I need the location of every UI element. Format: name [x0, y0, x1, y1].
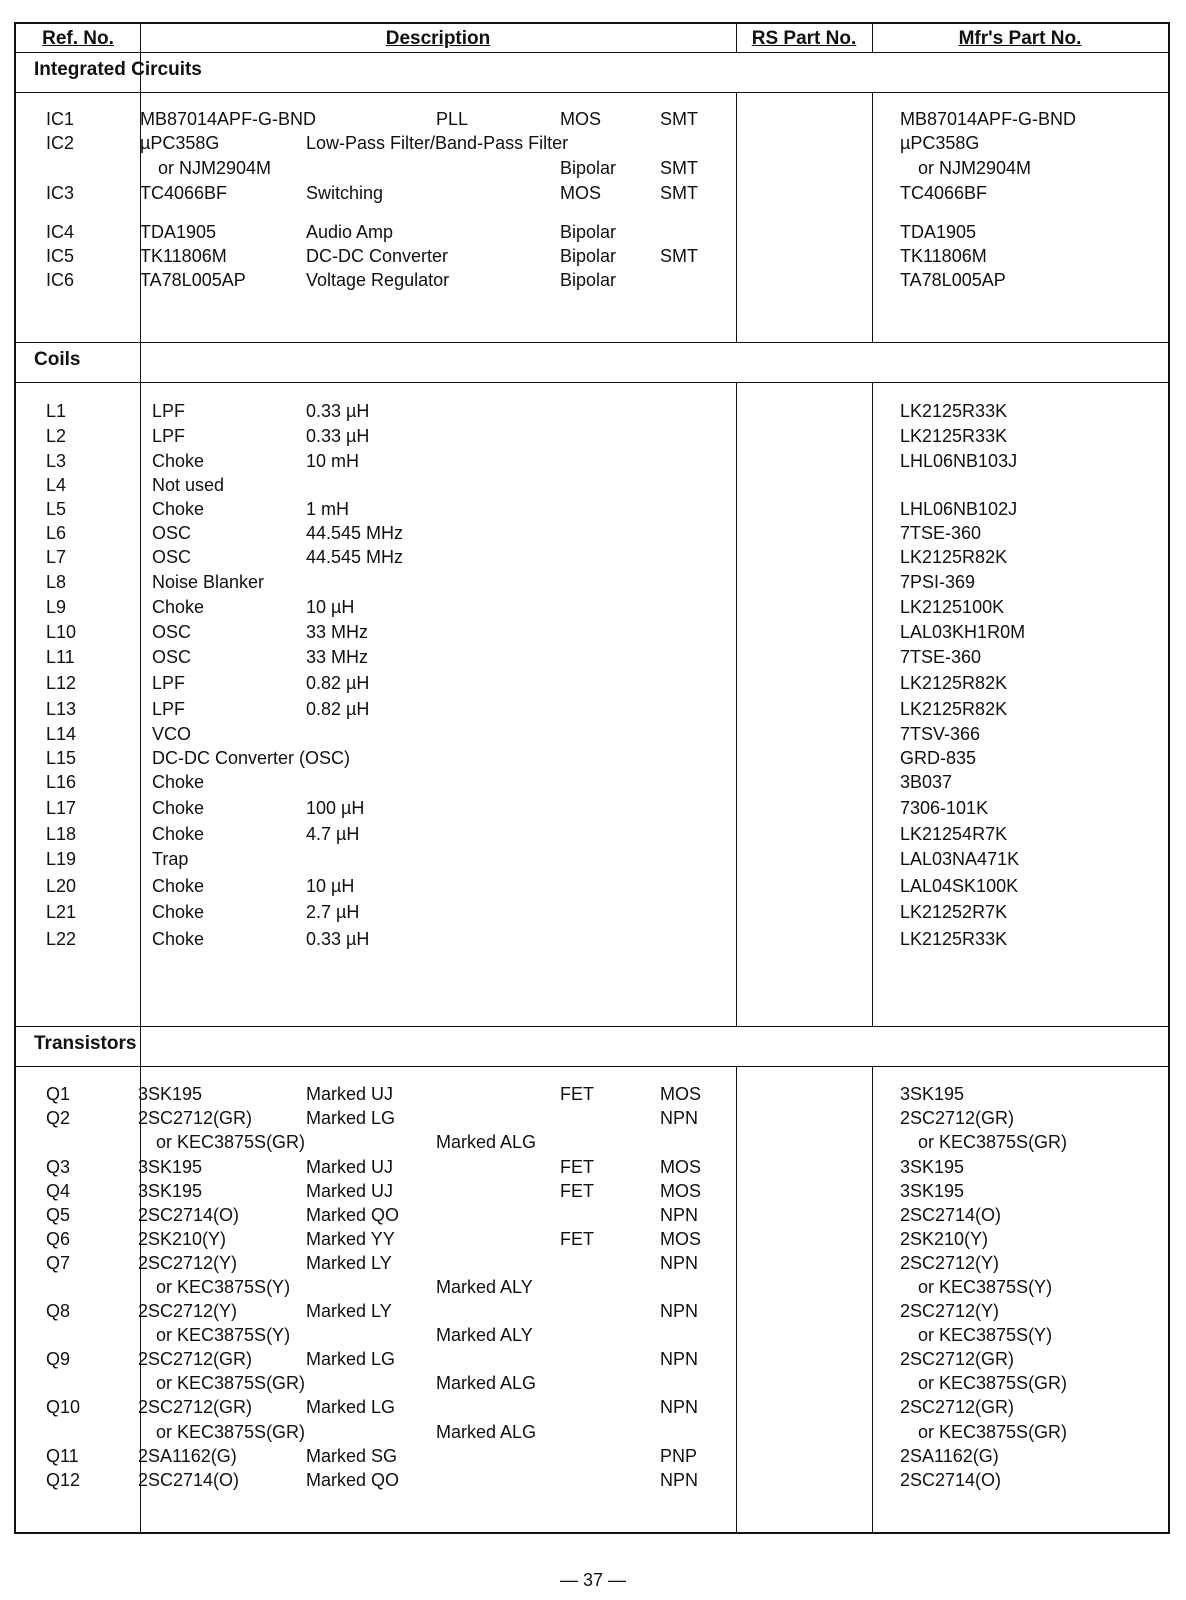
ref-cell: Q5	[46, 1205, 71, 1225]
part-cell: LPF	[152, 699, 186, 719]
parts-table	[14, 22, 1170, 1534]
section-integrated-circuits: Integrated Circuits	[34, 59, 202, 80]
mfr-part-cell: TDA1905	[900, 222, 977, 242]
ref-cell: L6	[46, 523, 67, 543]
header-description: Description	[385, 28, 491, 49]
part-cell: TK11806M	[140, 246, 227, 266]
part-cell: 2SC2712(GR)	[138, 1349, 253, 1369]
value-cell: 10 µH	[306, 876, 355, 896]
mfr-part-cell: LAL03KH1R0M	[900, 622, 1026, 642]
ref-cell: IC4	[46, 222, 75, 242]
marking-cell: Marked LG	[306, 1349, 396, 1369]
ref-cell: L3	[46, 451, 67, 471]
mfr-part-cell: LHL06NB102J	[900, 499, 1018, 519]
ref-cell: Q7	[46, 1253, 71, 1273]
function-cell: Switching	[306, 183, 384, 203]
marking-cell: Marked UJ	[306, 1181, 394, 1201]
ref-cell: L1	[46, 401, 67, 421]
mfr-part-cell: LAL03NA471K	[900, 849, 1020, 869]
mfr-part-cell: LHL06NB103J	[900, 451, 1018, 471]
mfr-part-cell: LK2125R82K	[900, 673, 1008, 693]
part-cell: Choke	[152, 798, 205, 818]
table-row	[16, 424, 1168, 448]
mfr-part-cell: 2SC2712(Y)	[900, 1253, 1000, 1273]
value-cell: 2.7 µH	[306, 902, 360, 922]
part-cell: Choke	[152, 929, 205, 949]
table-row	[16, 796, 1168, 820]
part-cell: Trap	[152, 849, 189, 869]
alt-marking-cell: Marked ALG	[436, 1422, 537, 1442]
table-row	[16, 545, 1168, 569]
ref-cell: L22	[46, 929, 77, 949]
table-row	[16, 107, 1168, 131]
value-cell: 10 µH	[306, 597, 355, 617]
marking-cell: Marked QO	[306, 1470, 400, 1490]
table-row	[16, 1468, 1168, 1492]
ref-cell: L13	[46, 699, 77, 719]
table-row	[16, 927, 1168, 951]
ref-cell: L20	[46, 876, 77, 896]
part-cell: 2SK210(Y)	[138, 1229, 227, 1249]
table-row	[16, 1323, 1168, 1347]
type-cell: Bipolar	[560, 222, 617, 242]
class-cell: NPN	[660, 1349, 699, 1369]
class-cell: NPN	[660, 1397, 699, 1417]
table-row	[16, 449, 1168, 473]
marking-cell: Marked LY	[306, 1301, 392, 1321]
mfr-part-cell: or KEC3875S(Y)	[918, 1277, 1053, 1297]
table-row	[16, 874, 1168, 898]
marking-cell: Marked LG	[306, 1397, 396, 1417]
ref-cell: L17	[46, 798, 77, 818]
class-cell: NPN	[660, 1301, 699, 1321]
ref-cell: L16	[46, 772, 77, 792]
mfr-part-cell: or NJM2904M	[918, 158, 1032, 178]
mfr-part-cell: LK21254R7K	[900, 824, 1008, 844]
part-cell: OSC	[152, 523, 192, 543]
value-cell: 100 µH	[306, 798, 365, 818]
package-cell: SMT	[660, 109, 698, 129]
ref-cell: Q10	[46, 1397, 81, 1417]
part-cell: 3SK195	[138, 1157, 203, 1177]
value-cell: 0.82 µH	[306, 673, 370, 693]
rule-coils-end	[16, 1026, 1168, 1027]
table-row	[16, 1299, 1168, 1323]
ref-cell: L10	[46, 622, 77, 642]
part-cell: TC4066BF	[140, 183, 228, 203]
table-row	[16, 746, 1168, 770]
ref-cell: L15	[46, 748, 77, 768]
mfr-part-cell: LK2125R33K	[900, 929, 1008, 949]
ref-cell: IC1	[46, 109, 75, 129]
table-row	[16, 497, 1168, 521]
table-row	[16, 697, 1168, 721]
ref-cell: L18	[46, 824, 77, 844]
type-cell: Bipolar	[560, 246, 617, 266]
mfr-part-cell: LK2125100K	[900, 597, 1005, 617]
ref-cell: L2	[46, 426, 67, 446]
mfr-part-cell: TA78L005AP	[900, 270, 1006, 290]
rule-tr-title	[16, 1066, 1168, 1067]
type-cell: Bipolar	[560, 158, 617, 178]
mfr-part-cell: 2SC2714(O)	[900, 1470, 1002, 1490]
mfr-part-cell: LK2125R33K	[900, 426, 1008, 446]
mfr-part-cell: 2SC2714(O)	[900, 1205, 1002, 1225]
part-cell: or KEC3875S(Y)	[156, 1277, 291, 1297]
part-cell: Not used	[152, 475, 225, 495]
table-row	[16, 1347, 1168, 1371]
part-cell: DC-DC Converter (OSC)	[152, 748, 351, 768]
part-cell: LPF	[152, 401, 186, 421]
part-cell: LPF	[152, 426, 186, 446]
value-cell: 33 MHz	[306, 622, 369, 642]
ref-cell: Q9	[46, 1349, 71, 1369]
ref-cell: L14	[46, 724, 77, 744]
mfr-part-cell: LK2125R33K	[900, 401, 1008, 421]
class-cell: NPN	[660, 1470, 699, 1490]
class-cell: NPN	[660, 1253, 699, 1273]
class-cell: NPN	[660, 1205, 699, 1225]
alt-marking-cell: Marked ALG	[436, 1373, 537, 1393]
table-row	[16, 181, 1168, 205]
table-row	[16, 722, 1168, 746]
table-row	[16, 1155, 1168, 1179]
part-cell: 3SK195	[138, 1084, 203, 1104]
value-cell: 0.33 µH	[306, 426, 370, 446]
ref-cell: IC5	[46, 246, 75, 266]
function-cell: DC-DC Converter	[306, 246, 449, 266]
table-row	[16, 847, 1168, 871]
marking-cell: Marked LG	[306, 1108, 396, 1128]
table-row	[16, 399, 1168, 423]
table-row	[16, 1251, 1168, 1275]
class-cell: NPN	[660, 1108, 699, 1128]
ref-cell: Q8	[46, 1301, 71, 1321]
table-row	[16, 1395, 1168, 1419]
mfr-part-cell: 3B037	[900, 772, 953, 792]
class-cell: MOS	[660, 1084, 702, 1104]
table-row	[16, 1130, 1168, 1154]
class-cell: MOS	[660, 1229, 702, 1249]
ref-cell: Q6	[46, 1229, 71, 1249]
table-row	[16, 268, 1168, 292]
mfr-part-cell: 2SK210(Y)	[900, 1229, 989, 1249]
mfr-part-cell: or KEC3875S(GR)	[918, 1132, 1068, 1152]
part-cell: VCO	[152, 724, 192, 744]
class-cell: MOS	[660, 1181, 702, 1201]
table-row	[16, 156, 1168, 180]
page-number: — 37 —	[559, 1570, 627, 1590]
ref-cell: IC3	[46, 183, 75, 203]
mfr-part-cell: or KEC3875S(Y)	[918, 1325, 1053, 1345]
table-row	[16, 595, 1168, 619]
value-cell: 33 MHz	[306, 647, 369, 667]
value-cell: 0.33 µH	[306, 929, 370, 949]
function-cell: Audio Amp	[306, 222, 394, 242]
part-cell: 2SC2714(O)	[138, 1470, 240, 1490]
part-cell: Choke	[152, 597, 205, 617]
value-cell: 44.545 MHz	[306, 523, 404, 543]
marking-cell: Marked UJ	[306, 1157, 394, 1177]
mfr-part-cell: 3SK195	[900, 1084, 965, 1104]
table-row	[16, 645, 1168, 669]
mfr-part-cell: 2SC2712(GR)	[900, 1349, 1015, 1369]
marking-cell: Marked YY	[306, 1229, 395, 1249]
part-cell: or KEC3875S(GR)	[156, 1373, 306, 1393]
marking-cell: Marked UJ	[306, 1084, 394, 1104]
package-cell: SMT	[660, 246, 698, 266]
mfr-part-cell: 2SC2712(Y)	[900, 1301, 1000, 1321]
class-cell: MOS	[660, 1157, 702, 1177]
table-row	[16, 521, 1168, 545]
function-cell: PLL	[436, 109, 469, 129]
alt-marking-cell: Marked ALY	[436, 1325, 533, 1345]
rule-ic-end	[16, 342, 1168, 343]
type-cell: FET	[560, 1229, 594, 1249]
table-row	[16, 620, 1168, 644]
value-cell: 0.33 µH	[306, 401, 370, 421]
ref-cell: Q3	[46, 1157, 71, 1177]
part-cell: OSC	[152, 547, 192, 567]
part-cell: or KEC3875S(GR)	[156, 1422, 306, 1442]
part-cell: Choke	[152, 902, 205, 922]
mfr-part-cell: GRD-835	[900, 748, 977, 768]
function-cell: Voltage Regulator	[306, 270, 450, 290]
type-cell: FET	[560, 1084, 594, 1104]
part-cell: MB87014APF-G-BND	[140, 109, 317, 129]
table-row	[16, 244, 1168, 268]
mfr-part-cell: 3SK195	[900, 1181, 965, 1201]
ref-cell: L12	[46, 673, 77, 693]
mfr-part-cell: or KEC3875S(GR)	[918, 1373, 1068, 1393]
table-row	[16, 131, 1168, 155]
mfr-part-cell: MB87014APF-G-BND	[900, 109, 1077, 129]
ref-cell: Q12	[46, 1470, 81, 1490]
ref-cell: Q2	[46, 1108, 71, 1128]
package-cell: SMT	[660, 158, 698, 178]
part-cell: 2SA1162(G)	[138, 1446, 237, 1466]
table-row	[16, 900, 1168, 924]
part-cell: OSC	[152, 622, 192, 642]
part-cell: µPC358G	[140, 133, 220, 153]
ref-cell: L21	[46, 902, 77, 922]
mfr-part-cell: LK2125R82K	[900, 547, 1008, 567]
header-ref: Ref. No.	[42, 28, 114, 49]
ref-cell: L8	[46, 572, 67, 592]
ref-cell: Q4	[46, 1181, 71, 1201]
mfr-part-cell: TC4066BF	[900, 183, 988, 203]
part-cell: 2SC2712(Y)	[138, 1253, 238, 1273]
type-cell: MOS	[560, 183, 602, 203]
part-cell: TA78L005AP	[140, 270, 246, 290]
part-cell: Choke	[152, 499, 205, 519]
alt-marking-cell: Marked ALG	[436, 1132, 537, 1152]
value-cell: 4.7 µH	[306, 824, 360, 844]
table-row	[16, 1106, 1168, 1130]
table-row	[16, 671, 1168, 695]
ref-cell: IC2	[46, 133, 75, 153]
part-cell: 2SC2712(GR)	[138, 1108, 253, 1128]
rule-header	[16, 52, 1168, 53]
table-row	[16, 770, 1168, 794]
table-row	[16, 1420, 1168, 1444]
type-cell: FET	[560, 1181, 594, 1201]
ref-cell: L19	[46, 849, 77, 869]
part-cell: or KEC3875S(GR)	[156, 1132, 306, 1152]
part-cell: 2SC2712(GR)	[138, 1397, 253, 1417]
ref-cell: L11	[46, 647, 75, 667]
marking-cell: Marked SG	[306, 1446, 398, 1466]
mfr-part-cell: 7TSE-360	[900, 523, 982, 543]
ref-cell: L4	[46, 475, 67, 495]
alt-marking-cell: Marked ALY	[436, 1277, 533, 1297]
mfr-part-cell: 7306-101K	[900, 798, 989, 818]
ref-cell: L9	[46, 597, 67, 617]
part-cell: 2SC2714(O)	[138, 1205, 240, 1225]
table-row	[16, 473, 1168, 497]
value-cell: 44.545 MHz	[306, 547, 404, 567]
part-cell: OSC	[152, 647, 192, 667]
part-cell: or KEC3875S(Y)	[156, 1325, 291, 1345]
header-rs-part: RS Part No.	[751, 28, 857, 49]
table-row	[16, 1444, 1168, 1468]
type-cell: MOS	[560, 109, 602, 129]
header-mfr-part: Mfr's Part No.	[958, 28, 1082, 49]
value-cell: 10 mH	[306, 451, 360, 471]
mfr-part-cell: LK2125R82K	[900, 699, 1008, 719]
part-cell: Choke	[152, 824, 205, 844]
package-cell: SMT	[660, 183, 698, 203]
part-cell: or NJM2904M	[158, 158, 272, 178]
table-row	[16, 1371, 1168, 1395]
table-row	[16, 1227, 1168, 1251]
ref-cell: L5	[46, 499, 67, 519]
part-cell: 2SC2712(Y)	[138, 1301, 238, 1321]
ref-cell: L7	[46, 547, 67, 567]
part-cell: LPF	[152, 673, 186, 693]
rule-coils-title	[16, 382, 1168, 383]
table-row	[16, 220, 1168, 244]
mfr-part-cell: 7TSE-360	[900, 647, 982, 667]
marking-cell: Marked QO	[306, 1205, 400, 1225]
mfr-part-cell: LK21252R7K	[900, 902, 1008, 922]
ref-cell: Q11	[46, 1446, 79, 1466]
type-cell: Bipolar	[560, 270, 617, 290]
mfr-part-cell: 7TSV-366	[900, 724, 981, 744]
value-cell: 0.82 µH	[306, 699, 370, 719]
marking-cell: Marked LY	[306, 1253, 392, 1273]
part-cell: 3SK195	[138, 1181, 203, 1201]
part-cell: Choke	[152, 876, 205, 896]
mfr-part-cell: µPC358G	[900, 133, 980, 153]
mfr-part-cell: 3SK195	[900, 1157, 965, 1177]
mfr-part-cell: LAL04SK100K	[900, 876, 1019, 896]
section-coils: Coils	[34, 349, 81, 370]
part-cell: Choke	[152, 451, 205, 471]
table-row	[16, 1275, 1168, 1299]
table-row	[16, 1179, 1168, 1203]
function-cell: Low-Pass Filter/Band-Pass Filter	[306, 133, 569, 153]
table-row	[16, 1203, 1168, 1227]
value-cell: 1 mH	[306, 499, 350, 519]
class-cell: PNP	[660, 1446, 698, 1466]
mfr-part-cell: 2SA1162(G)	[900, 1446, 999, 1466]
mfr-part-cell: 2SC2712(GR)	[900, 1108, 1015, 1128]
rule-ic-title	[16, 92, 1168, 93]
mfr-part-cell: TK11806M	[900, 246, 987, 266]
ref-cell: Q1	[46, 1084, 71, 1104]
table-row	[16, 570, 1168, 594]
part-cell: Noise Blanker	[152, 572, 265, 592]
mfr-part-cell: 2SC2712(GR)	[900, 1397, 1015, 1417]
table-row	[16, 1082, 1168, 1106]
part-cell: Choke	[152, 772, 205, 792]
part-cell: TDA1905	[140, 222, 217, 242]
table-row	[16, 822, 1168, 846]
ref-cell: IC6	[46, 270, 75, 290]
section-transistors: Transistors	[34, 1033, 137, 1054]
mfr-part-cell: 7PSI-369	[900, 572, 976, 592]
mfr-part-cell: or KEC3875S(GR)	[918, 1422, 1068, 1442]
type-cell: FET	[560, 1157, 594, 1177]
